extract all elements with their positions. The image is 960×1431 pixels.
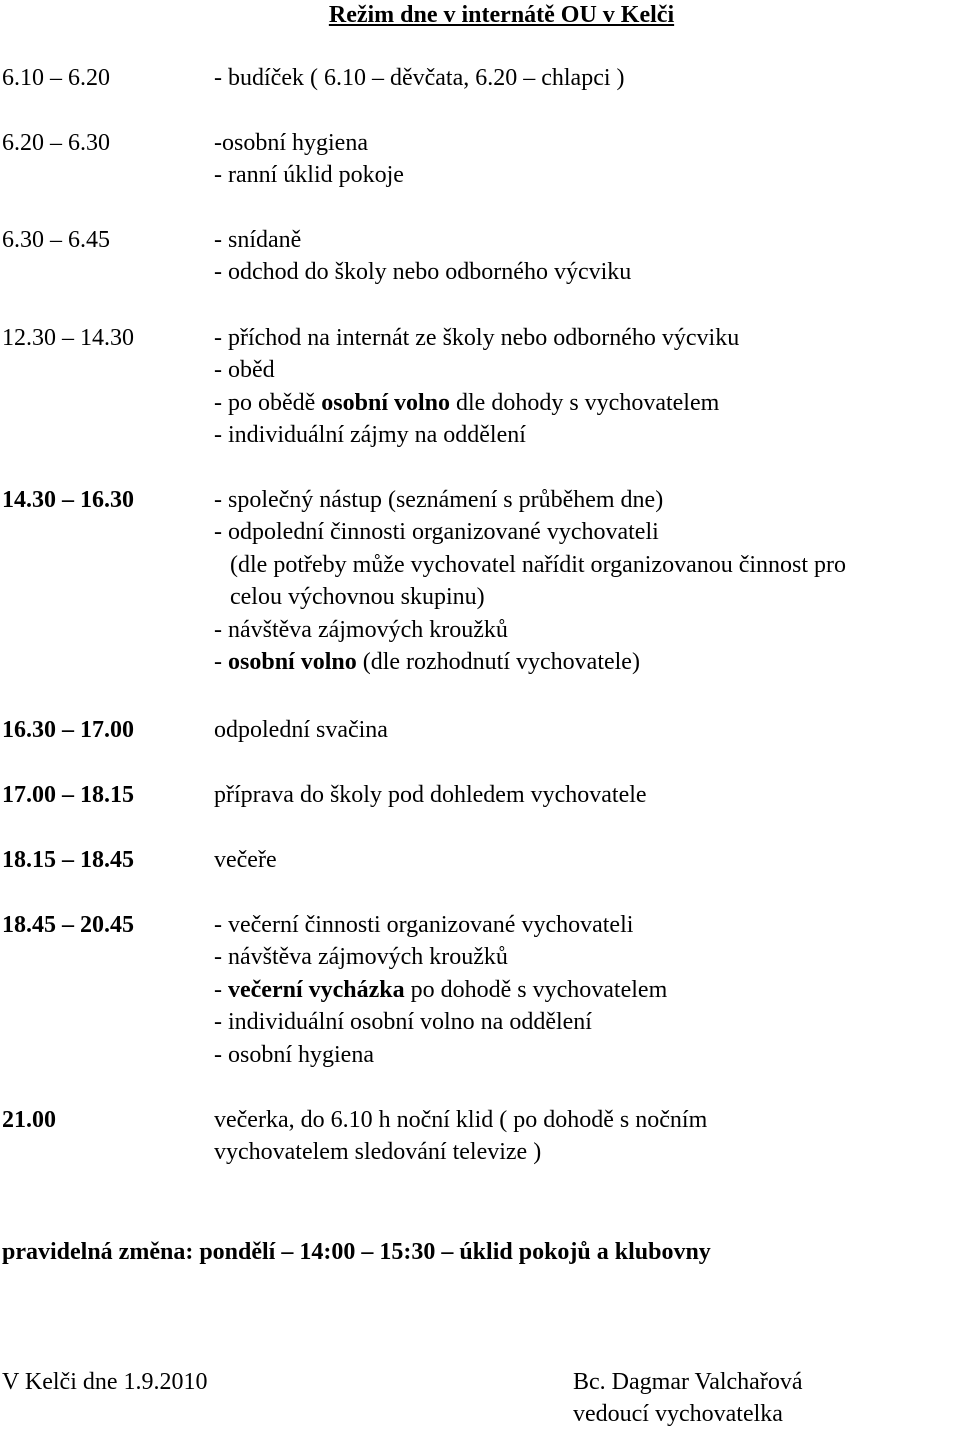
activity-text: - [214, 976, 228, 1003]
schedule-time: 6.30 – 6.45 [2, 227, 110, 253]
activity-line [214, 974, 960, 1006]
regular-change-note: pravidelná změna: pondělí – 14:00 – 15:30 – úklid pokojů a klubovny [2, 1239, 711, 1265]
activity-line: - návštěva zájmových kroužků [214, 944, 508, 971]
activity-line: večerka, do 6.10 h noční klid ( po dohodě s nočním [214, 1107, 708, 1133]
activity-line: vychovatelem sledování televize ) [214, 1139, 542, 1166]
activity-line: - ranní úklid pokoje [214, 162, 404, 189]
signature-block [573, 1366, 802, 1431]
activity-line: celou výchovnou skupinu) [230, 584, 485, 611]
activity-text: dle dohody s vychovatelem [450, 389, 720, 416]
schedule-time: 12.30 – 14.30 [2, 325, 134, 351]
activity-text: (dle rozhodnutí vychovatele) [356, 648, 640, 675]
activity-line: - večerní činnosti organizované vychovateli [214, 912, 634, 938]
activity-text: po dohodě s vychovatelem [404, 976, 668, 1003]
activity-line [214, 646, 960, 678]
activity-line: - individuální zájmy na oddělení [214, 422, 526, 449]
activity-line: příprava do školy pod dohledem vychovatele [214, 782, 647, 808]
activity-line: - návštěva zájmových kroužků [214, 616, 508, 643]
activity-line: - příchod na internát ze školy nebo odborného výcviku [214, 325, 740, 351]
activity-line: - individuální osobní volno na oddělení [214, 1009, 592, 1036]
activity-text: - [214, 648, 228, 675]
signatory-role: vedoucí vychovatelka [573, 1401, 783, 1428]
emphasis-text: osobní volno [228, 648, 357, 675]
schedule-time: 18.45 – 20.45 [2, 912, 134, 938]
schedule-time: 14.30 – 16.30 [2, 487, 134, 513]
emphasis-text: večerní vycházka [228, 976, 405, 1003]
schedule-time: 16.30 – 17.00 [2, 717, 134, 743]
emphasis-text: osobní volno [321, 389, 451, 416]
activity-line: odpolední svačina [214, 717, 388, 743]
activity-line: - budíček ( 6.10 – děvčata, 6.20 – chlapci ) [214, 65, 625, 91]
signatory-name: Bc. Dagmar Valchařová [573, 1369, 803, 1395]
schedule-time: 6.20 – 6.30 [2, 130, 110, 156]
activity-line: - odpolední činnosti organizované vychovateli [214, 519, 659, 546]
schedule-time: 6.10 – 6.20 [2, 65, 110, 91]
activity-line: večeře [214, 847, 277, 873]
schedule-time: 18.15 – 18.45 [2, 847, 134, 873]
activity-text: - po obědě [214, 389, 322, 416]
document-title: Režim dne v internátě OU v Kelči [328, 2, 675, 28]
activity-line [214, 387, 960, 419]
activity-line: - osobní hygiena [214, 1041, 374, 1068]
activity-line: (dle potřeby může vychovatel nařídit organizovanou činnost pro [230, 551, 847, 578]
activity-line: - odchod do školy nebo odborného výcviku [214, 259, 632, 286]
schedule-time: 17.00 – 18.15 [2, 782, 134, 808]
activity-line: - snídaně [214, 227, 302, 253]
activity-line: - oběd [214, 357, 275, 384]
schedule-time: 21.00 [2, 1107, 56, 1133]
activity-line: -osobní hygiena [214, 130, 368, 156]
place-date: V Kelči dne 1.9.2010 [2, 1369, 208, 1395]
activity-line: - společný nástup (seznámení s průběhem dne) [214, 487, 664, 513]
